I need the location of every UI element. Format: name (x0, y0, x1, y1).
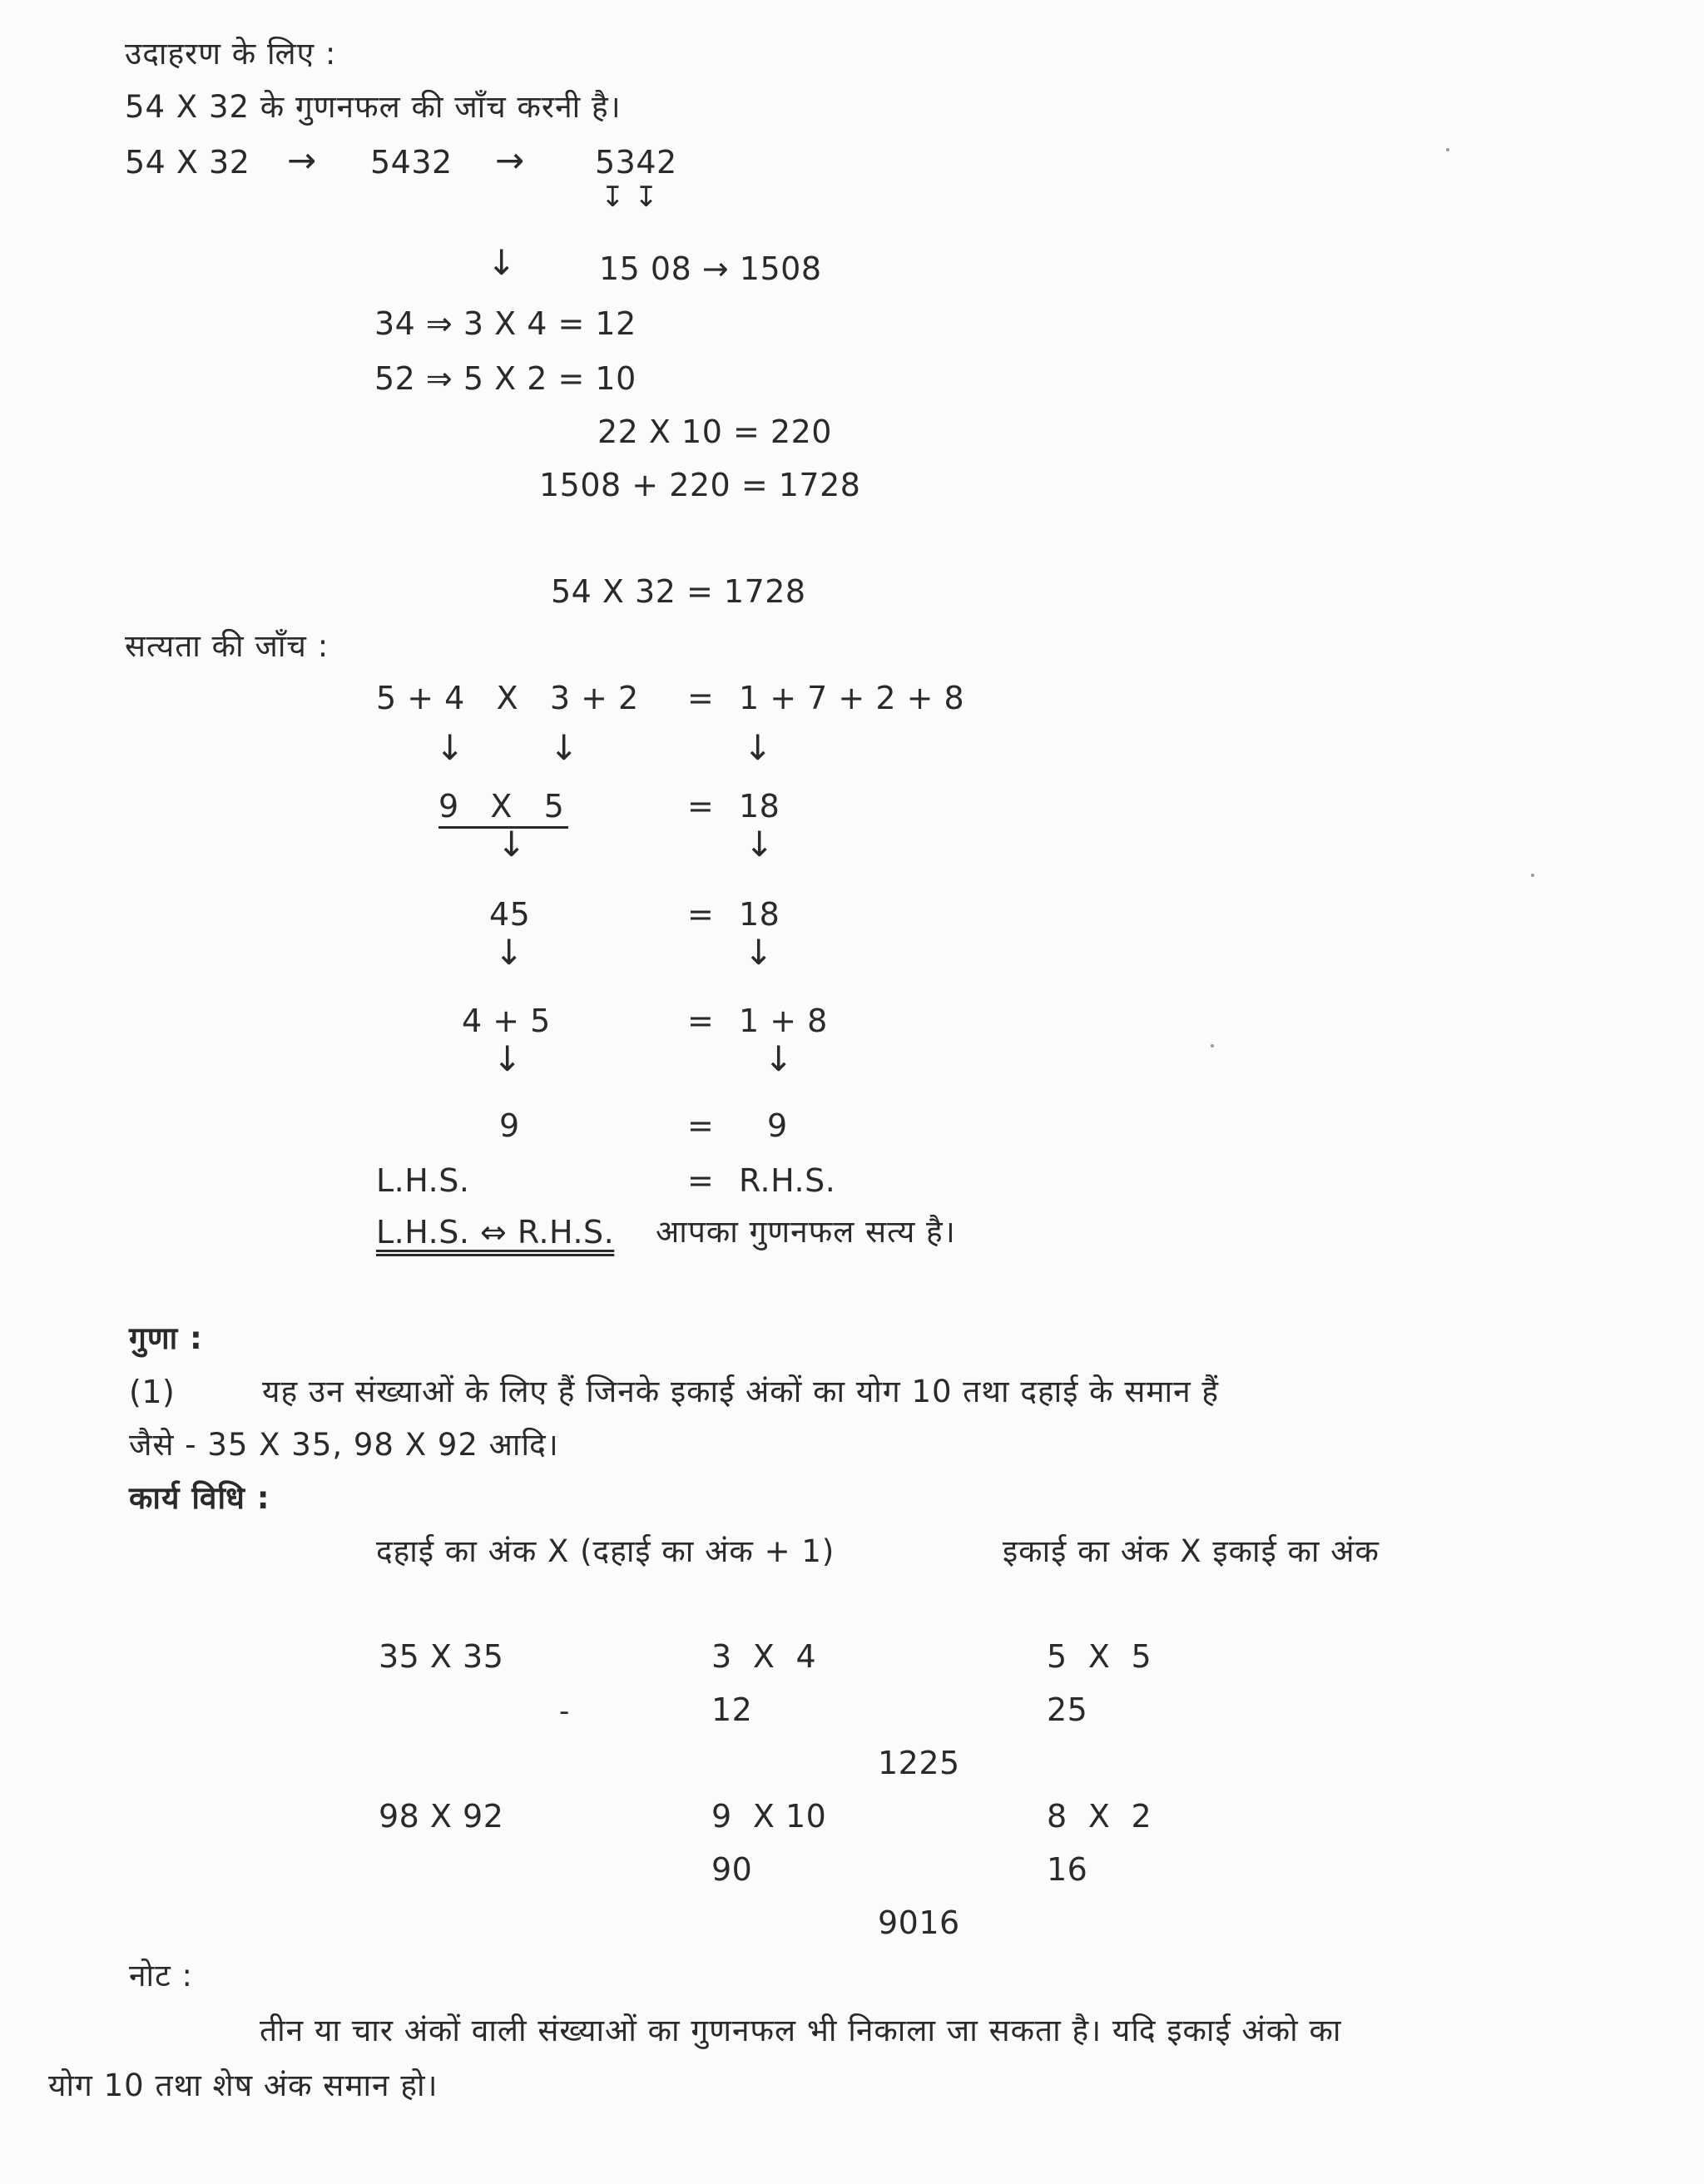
verification-heading: सत्यता की जाँच : (125, 628, 329, 664)
method-heading: कार्य विधि : (129, 1480, 270, 1516)
down-arrow-icon: ↓ (487, 242, 517, 283)
verify-line2-lhs: 9 X 5 (438, 788, 565, 825)
example-task: 54 X 32 के गुणनफल की जाँच करनी है। (125, 89, 622, 125)
ex2-right-calc: 8 X 2 (1047, 1798, 1152, 1835)
scan-speck (1211, 1044, 1214, 1047)
down-arrow-icon: ↓ (494, 932, 524, 973)
step-34: 34 ⇒ 3 X 4 = 12 (374, 305, 637, 342)
note-heading: नोट : (129, 1958, 193, 1993)
num-5342: 5342 (595, 144, 677, 181)
rule-description-line1: यह उन संख्याओं के लिए हैं जिनके इकाई अंकों का योग 10 तथा दहाई के समान हैं (262, 1374, 1220, 1409)
ex2-answer: 9016 (878, 1904, 960, 1941)
step-220: 22 X 10 = 220 (597, 414, 832, 450)
verification-conclusion: आपका गुणनफल सत्य है। (656, 1214, 956, 1250)
ex1-expression: 35 X 35 (379, 1638, 504, 1675)
example-result: 54 X 32 = 1728 (551, 573, 806, 610)
verify-line5-rhs: 9 (767, 1107, 788, 1144)
ex1-left-result: 12 (711, 1691, 753, 1728)
expr-54x32: 54 X 32 (125, 144, 250, 181)
down-arrow-icon: ↓ (764, 1038, 794, 1079)
method-right-rule: इकाई का अंक X इकाई का अंक (1003, 1533, 1380, 1569)
ex2-left-result: 90 (711, 1851, 753, 1888)
right-arrow-icon: → (287, 140, 317, 181)
lhs-label: L.H.S. (376, 1162, 470, 1199)
ex2-left-calc: 9 X 10 (711, 1798, 827, 1835)
rule-description-line2: जैसे - 35 X 35, 98 X 92 आदि। (129, 1427, 559, 1463)
down-arrow-icon: ↓ (745, 824, 775, 864)
verify-line1-rhs: 1 + 7 + 2 + 8 (739, 680, 965, 716)
equals-sign: = (687, 896, 715, 933)
equals-sign: = (687, 680, 715, 716)
rhs-label: R.H.S. (739, 1162, 836, 1199)
down-arrows-icon: ↧ ↧ (601, 181, 659, 214)
example-heading: उदाहरण के लिए : (125, 36, 337, 72)
equals-sign: = (687, 1003, 715, 1039)
ex2-right-result: 16 (1047, 1851, 1088, 1888)
ex1-right-calc: 5 X 5 (1047, 1638, 1152, 1675)
verify-line1-lhs: 5 + 4 X 3 + 2 (376, 680, 639, 716)
scan-speck (1446, 148, 1449, 151)
verify-line2-rhs: 18 (739, 788, 780, 825)
down-arrow-icon: ↓ (493, 1038, 523, 1079)
right-arrow-icon: → (495, 140, 525, 181)
partial-products: 15 08 → 1508 (599, 250, 822, 287)
method-left-rule: दहाई का अंक X (दहाई का अंक + 1) (376, 1533, 835, 1569)
num-5432: 5432 (370, 144, 453, 181)
lhs-rhs-equivalence: L.H.S. ⇔ R.H.S. (376, 1214, 615, 1250)
down-arrow-icon: ↓ (743, 727, 773, 768)
ex2-expression: 98 X 92 (379, 1798, 504, 1835)
item-number: (1) (129, 1374, 176, 1410)
equals-sign: = (687, 1107, 715, 1144)
ex1-left-calc: 3 X 4 (711, 1638, 817, 1675)
multiplication-heading: गुणा : (129, 1320, 203, 1356)
step-sum: 1508 + 220 = 1728 (539, 467, 861, 503)
verify-line4-lhs: 4 + 5 (462, 1003, 551, 1039)
scan-speck (1531, 874, 1534, 877)
down-arrow-icon: ↓ (435, 727, 465, 768)
down-arrow-icon: ↓ (497, 824, 527, 864)
note-line2: योग 10 तथा शेष अंक समान हो। (48, 2068, 438, 2103)
down-arrow-icon: ↓ (549, 727, 579, 768)
equals-sign: = (687, 1162, 715, 1199)
verify-line5-lhs: 9 (499, 1107, 520, 1144)
down-arrow-icon: ↓ (744, 932, 774, 973)
equals-sign: = (687, 788, 715, 825)
ex1-right-result: 25 (1047, 1691, 1088, 1728)
stray-mark: - (559, 1695, 570, 1728)
ex1-answer: 1225 (878, 1745, 960, 1781)
step-52: 52 ⇒ 5 X 2 = 10 (374, 360, 637, 397)
verify-line3-rhs: 18 (739, 896, 780, 933)
verify-line3-lhs: 45 (489, 896, 531, 933)
note-line1: तीन या चार अंकों वाली संख्याओं का गुणनफल भी निकाला जा सकता है। यदि इकाई अंको का (260, 2013, 1342, 2048)
verify-line4-rhs: 1 + 8 (739, 1003, 828, 1039)
